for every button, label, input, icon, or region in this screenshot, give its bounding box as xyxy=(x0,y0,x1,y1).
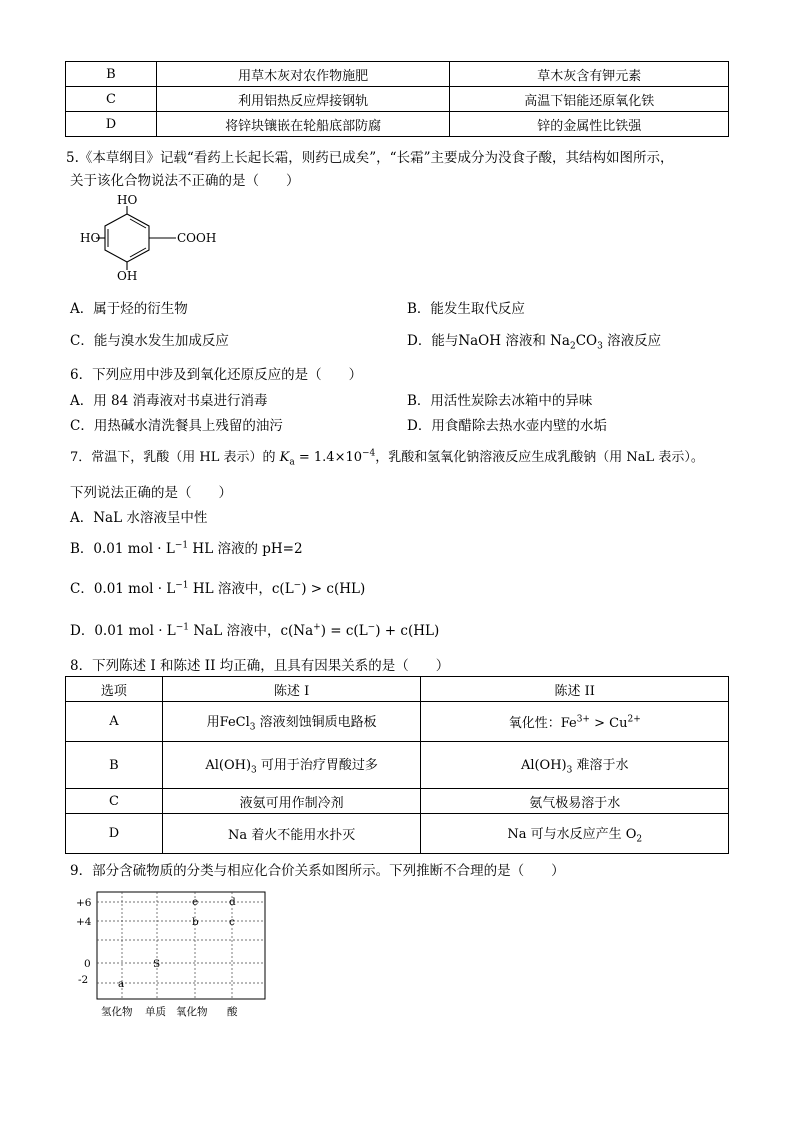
table-cell-option: A xyxy=(66,702,163,742)
label-ho-top: HO xyxy=(117,193,138,207)
y-tick-plus4: +4 xyxy=(76,916,92,928)
x-label-acid: 酸 xyxy=(227,1006,238,1018)
table-row xyxy=(66,87,729,112)
table-cell-statement-1: 用草木灰对农作物施肥 xyxy=(156,62,450,87)
point-a: a xyxy=(118,978,125,990)
table-row xyxy=(66,62,729,87)
q7-option-a: A．NaL 水溶液呈中性 xyxy=(70,510,208,526)
q6-option-c: C．用热碱水清洗餐具上残留的油污 xyxy=(70,418,283,434)
table-cell-statement-2: 草木灰含有钾元素 xyxy=(450,62,729,87)
table-header-statement-2: 陈述 II xyxy=(421,677,729,702)
table-cell-statement-1: 液氨可用作制冷剂 xyxy=(162,789,421,814)
q7-stem-line2: 下列说法正确的是（ ） xyxy=(70,485,232,501)
table-row xyxy=(66,112,729,137)
table-cell-statement-2: Na 可与水反应产生 $O_2$ xyxy=(421,814,729,854)
table-row xyxy=(66,814,729,854)
table-cell-option: C xyxy=(66,789,163,814)
y-tick-plus6: +6 xyxy=(76,897,92,909)
y-tick-minus2: -2 xyxy=(78,974,89,986)
sulfur-valence-diagram xyxy=(72,888,272,1022)
table-cell-option: D xyxy=(66,112,157,137)
q5-option-a: A．属于烃的衍生物 xyxy=(70,301,188,317)
point-c: c xyxy=(229,916,235,928)
x-label-hydride: 氢化物 xyxy=(101,1006,133,1018)
q5-stem-line1: 5.《本草纲目》记载“看药上长起长霜，则药已成矣”，“长霜”主要成分为没食子酸，其结构如图所示， xyxy=(66,150,674,166)
q5-stem-line2: 关于该化合物说法不正确的是（ ） xyxy=(70,173,300,189)
table-cell-statement-1: 用FeCl$_3$ 溶液刻蚀铜质电路板 xyxy=(162,702,421,742)
q5-option-b: B．能发生取代反应 xyxy=(407,301,525,317)
table-cell-statement-2: 高温下铝能还原氧化铁 xyxy=(450,87,729,112)
table-cell-statement-2: 氧化性：$Fe^{3+} > Cu^{2+}$ xyxy=(421,702,729,742)
y-tick-zero: 0 xyxy=(84,958,91,970)
label-cooh: COOH xyxy=(177,231,217,245)
q7-option-c: C．0.01 mol · $L^{-1}$ HL 溶液中，c(L−) > c(HL) xyxy=(70,580,366,597)
q6-option-a: A．用 84 消毒液对书桌进行消毒 xyxy=(70,393,268,409)
table-header-row xyxy=(66,677,729,702)
point-d: d xyxy=(229,896,236,908)
table-cell-statement-1: Na 着火不能用水扑灭 xyxy=(162,814,421,854)
q7-stem: 7．常温下，乳酸（用 HL 表示）的 $K_a = 1.4\times 10^{-4}$，乳酸和氢氧化钠溶液反应生成乳酸钠（用 NaL 表示）。 xyxy=(70,448,704,468)
x-label-element: 单质 xyxy=(145,1006,166,1018)
point-s: S xyxy=(153,958,161,970)
gallic-acid-structure xyxy=(80,192,230,284)
table-cell-option: B xyxy=(66,742,163,789)
table-row xyxy=(66,742,729,789)
table-cell-statement-1: 将锌块镶嵌在轮船底部防腐 xyxy=(156,112,450,137)
q6-option-b: B．用活性炭除去冰箱中的异味 xyxy=(407,393,593,409)
q5-option-c: C．能与溴水发生加成反应 xyxy=(70,333,229,349)
label-oh-bottom: OH xyxy=(117,269,138,283)
table-cell-option: B xyxy=(66,62,157,87)
point-e: e xyxy=(192,896,199,908)
table-cell-option: D xyxy=(66,814,163,854)
table-header-statement-1: 陈述 I xyxy=(162,677,421,702)
q5-option-d: D．能与NaOH 溶液和 $Na_2CO_3$ 溶液反应 xyxy=(407,333,662,352)
label-ho-middle: HO xyxy=(80,231,101,245)
q7-option-d: D．0.01 mol · $L^{-1}$ NaL 溶液中，c(Na+) = c(L−) + c(HL) xyxy=(70,622,440,639)
q6-option-d: D．用食醋除去热水壶内壁的水垢 xyxy=(407,418,607,434)
point-b: b xyxy=(192,916,199,928)
table-cell-statement-2: $Al(OH)_3$ 难溶于水 xyxy=(421,742,729,789)
table-cell-statement-2: 锌的金属性比铁强 xyxy=(450,112,729,137)
table-cell-statement-1: $Al(OH)_3$ 可用于治疗胃酸过多 xyxy=(162,742,421,789)
table-header-option: 选项 xyxy=(66,677,163,702)
q9-stem: 9．部分含硫物质的分类与相应化合价关系如图所示。下列推断不合理的是（ ） xyxy=(70,863,565,879)
q8-stem: 8．下列陈述 I 和陈述 II 均正确，且具有因果关系的是（ ） xyxy=(70,658,450,674)
q6-stem: 6．下列应用中涉及到氧化还原反应的是（ ） xyxy=(70,367,363,383)
table-cell-statement-1: 利用铝热反应焊接钢轨 xyxy=(156,87,450,112)
table-cell-option: C xyxy=(66,87,157,112)
q7-option-b: B．0.01 mol · $L^{-1}$ HL 溶液的 pH=2 xyxy=(70,540,303,557)
table-row xyxy=(66,702,729,742)
table-cell-statement-2: 氨气极易溶于水 xyxy=(421,789,729,814)
x-label-oxide: 氧化物 xyxy=(176,1006,208,1018)
q8-table xyxy=(65,676,729,854)
q4-table xyxy=(65,61,729,137)
table-row xyxy=(66,789,729,814)
